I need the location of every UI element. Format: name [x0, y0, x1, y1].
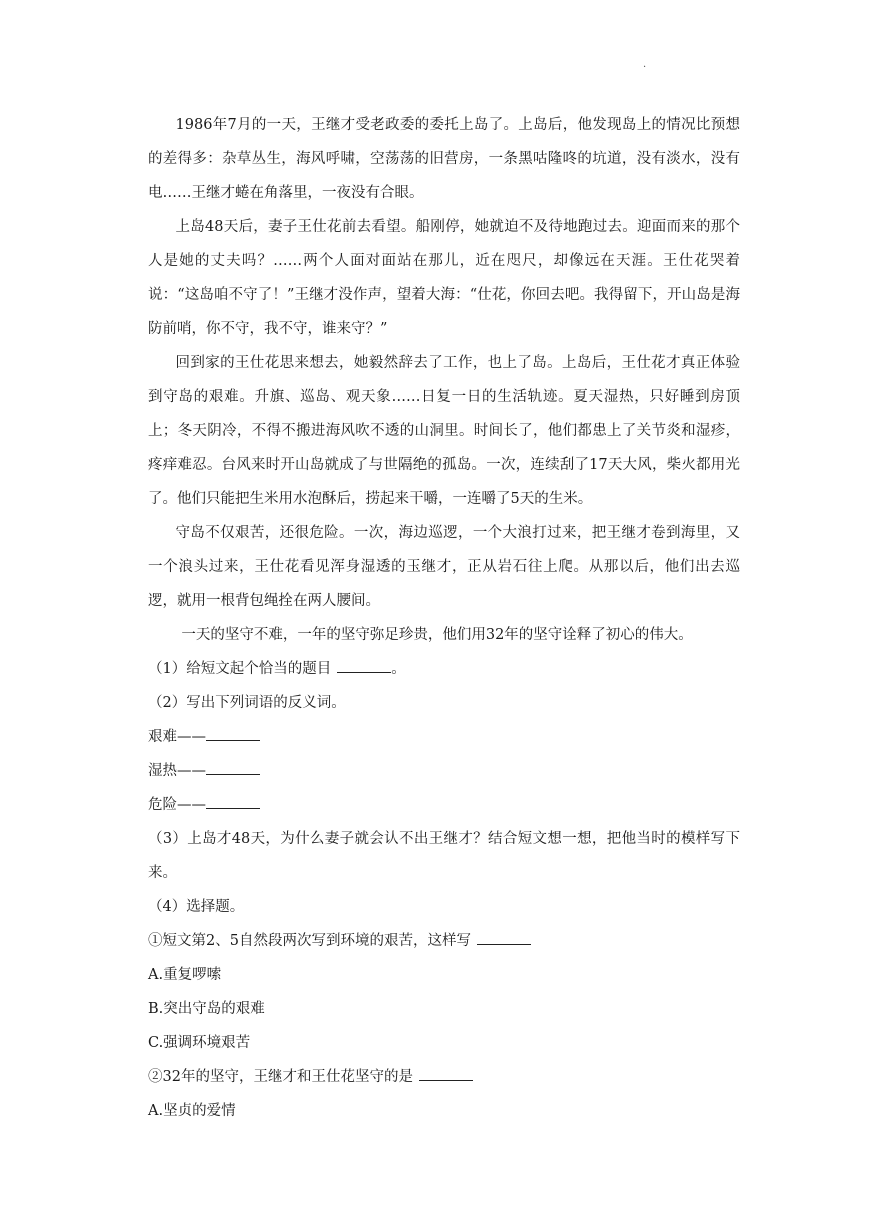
question-1	[148, 652, 740, 686]
answer-blank-antonym-3[interactable]	[206, 794, 260, 809]
question-4-1-text: ①短文第2、5自然段两次写到环境的艰苦，这样写	[148, 933, 471, 949]
question-4-1	[148, 924, 740, 958]
antonym-item-3	[148, 788, 740, 822]
question-3: （3）上岛才48天，为什么妻子就会认不出王继才？结合短文想一想，把他当时的模样写下来。	[148, 831, 740, 881]
question-4-2	[148, 1060, 740, 1094]
answer-blank-antonym-2[interactable]	[206, 760, 260, 775]
antonym-item-2	[148, 754, 740, 788]
answer-blank-title[interactable]	[337, 658, 391, 673]
option-4-1-a: A.重复啰嗦	[148, 967, 222, 983]
option-4-1-b: B.突出守岛的艰难	[148, 1001, 265, 1017]
antonym-word: 危险——	[148, 797, 206, 813]
question-1-end: 。	[391, 661, 406, 677]
question-4-2-text: ②32年的坚守，王继才和王仕花坚守的是	[148, 1069, 413, 1085]
story-paragraph-5: 一天的坚守不难，一年的坚守弥足珍贵，他们用32年的坚守诠释了初心的伟大。	[181, 627, 693, 643]
question-2: （2）写出下列词语的反义词。	[148, 695, 346, 711]
antonym-word: 湿热——	[148, 763, 206, 779]
option-4-1-c: C.强调环境艰苦	[148, 1035, 251, 1051]
answer-blank-antonym-1[interactable]	[206, 726, 260, 741]
question-1-text: （1）给短文起个恰当的题目	[148, 661, 332, 677]
story-paragraph-2: 上岛48天后，妻子王仕花前去看望。船刚停，她就迫不及待地跑过去。迎面而来的那个人是她的丈夫吗？……两个人面对面站在那儿，近在咫尺，却像远在天涯。王仕花哭着说：“这岛咱不守了！”王继才没作声，望着大海：“仕花，你回去吧。我得留下，开山岛是海防前哨，你不守，我不守，谁来守？”	[148, 219, 740, 337]
answer-blank-4-1[interactable]	[477, 930, 531, 945]
story-paragraph-4: 守岛不仅艰苦，还很危险。一次，海边巡逻，一个大浪打过来，把王继才卷到海里，又一个浪头过来，王仕花看见浑身湿透的玉继才，正从岩石往上爬。从那以后，他们出去巡逻，就用一根背包绳拴在两人腰间。	[148, 525, 740, 609]
header-mark: ·	[643, 62, 647, 73]
question-4: （4）选择题。	[148, 899, 245, 915]
story-paragraph-1: 1986年7月的一天，王继才受老政委的委托上岛了。上岛后，他发现岛上的情况比预想的差得多：杂草丛生，海风呼啸，空荡荡的旧营房，一条黑咕隆咚的坑道，没有淡水，没有电……王继才蜷在角落里，一夜没有合眼。	[148, 117, 740, 201]
answer-blank-4-2[interactable]	[419, 1066, 473, 1081]
option-4-2-a: A.坚贞的爱情	[148, 1103, 236, 1119]
antonym-item-1	[148, 720, 740, 754]
document-body	[148, 108, 740, 1128]
antonym-word: 艰难——	[148, 729, 206, 745]
story-paragraph-3: 回到家的王仕花思来想去，她毅然辞去了工作，也上了岛。上岛后，王仕花才真正体验到守岛的艰难。升旗、巡岛、观天象……日复一日的生活轨迹。夏天湿热，只好睡到房顶上；冬天阴冷，不得不搬进海风吹不透的山洞里。时间长了，他们都患上了关节炎和湿疹，疼痒难忍。台风来时开山岛就成了与世隔绝的孤岛。一次，连续刮了17天大风，柴火都用光了。他们只能把生米用水泡酥后，捞起来干嚼，一连嚼了5天的生米。	[148, 355, 740, 507]
